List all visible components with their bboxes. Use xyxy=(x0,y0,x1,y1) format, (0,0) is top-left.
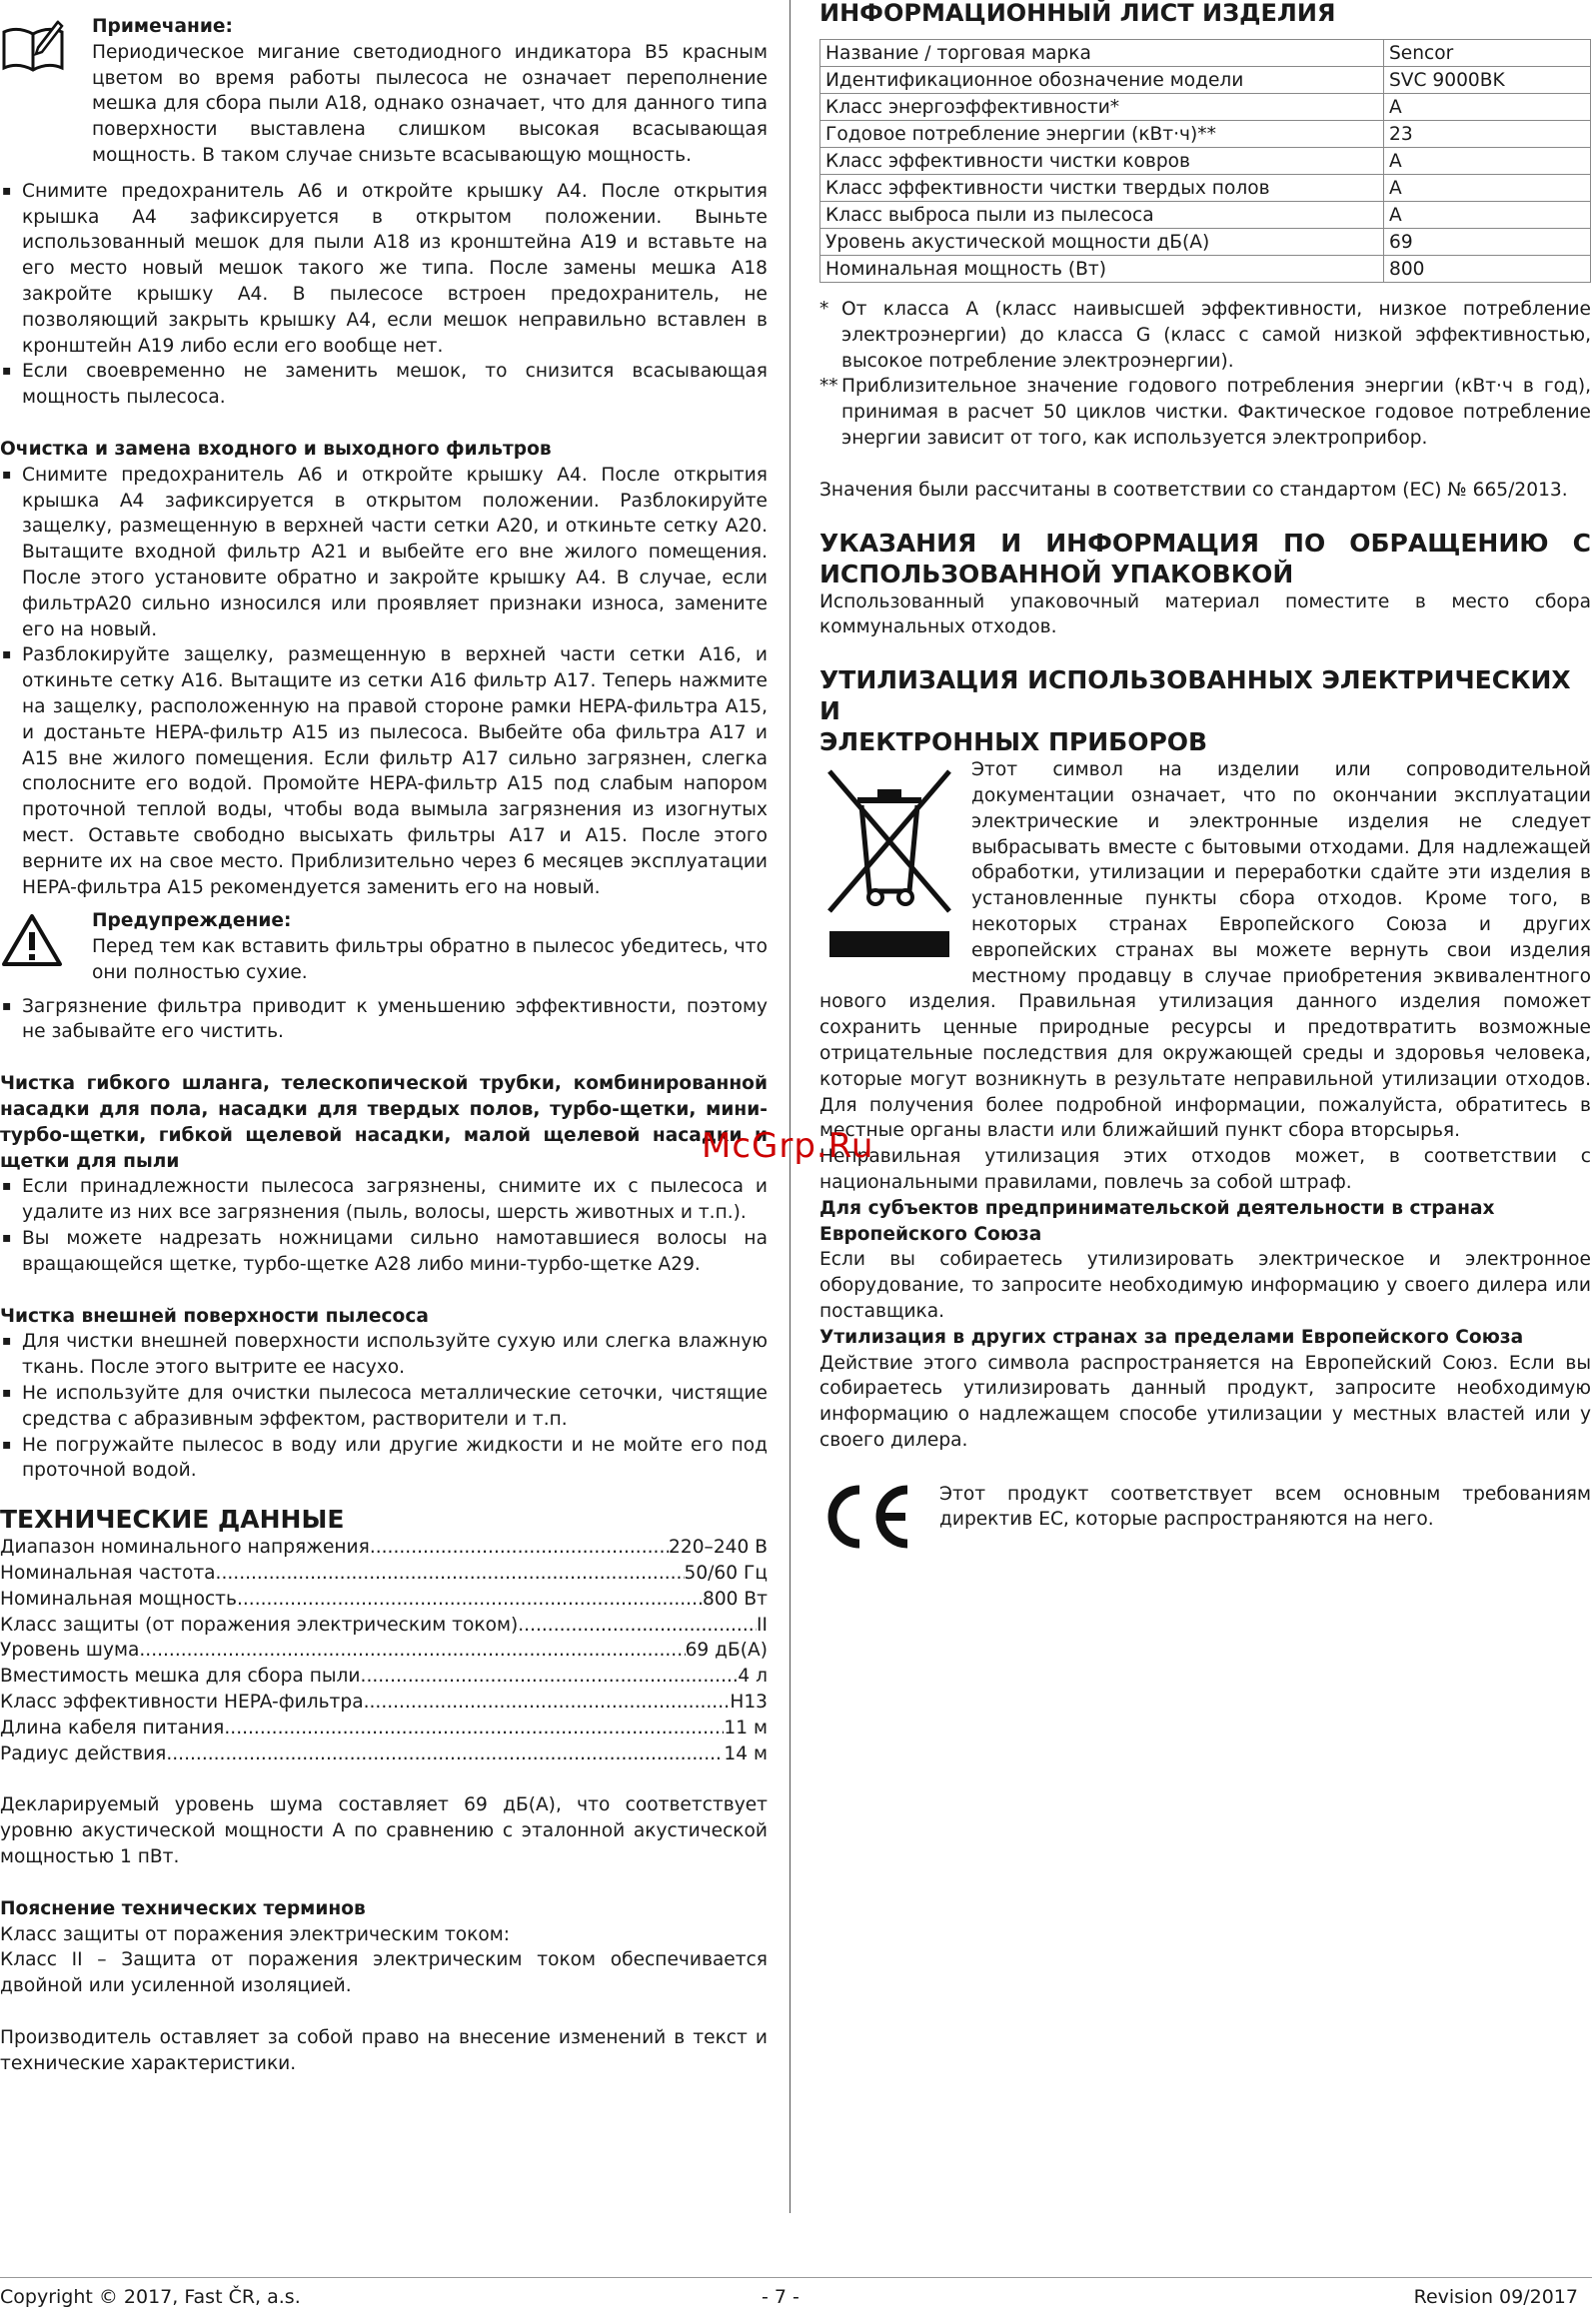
table-cell-label: Класс выброса пыли из пылесоса xyxy=(820,202,1384,229)
table-row xyxy=(820,121,1591,148)
table-cell-label: Класс энергоэффективности* xyxy=(820,94,1384,121)
terms-heading: Пояснение технических терминов xyxy=(0,1897,366,1919)
footnote xyxy=(819,374,1591,451)
surface-heading: Чистка внешней поверхности пылесоса xyxy=(0,1305,429,1327)
tech-heading: ТЕХНИЧЕСКИЕ ДАННЫЕ xyxy=(0,1505,345,1535)
list-item: ▪ Не погружайте пылесос в воду или другие жидкости и не мойте его под проточной водой. xyxy=(0,1433,768,1485)
list-item: ▪ Снимите предохранитель A6 и откройте крышку A4. После открытия крышка A4 зафиксируется в открытом положении. Выньте использованный мешок для пыли A18 из кронштейна A19 и вставьте на его место новый мешок такого же типа. После замены мешка A18 закройте крышку A4. В пылесосе встроен предохранитель, не позволяющий закрыть крышку A4, если мешок неправильно вставлен в кронштейн A19 либо если его вообще нет. xyxy=(0,179,768,360)
footer-revision: Revision 09/2017 xyxy=(1413,2286,1578,2308)
list-item: ▪ Если своевременно не заменить мешок, то снизится всасывающая мощность пылесоса. xyxy=(0,359,768,411)
eu-heading: Для субъектов предпринимательской деятельности в странах Европейского Союза xyxy=(819,1197,1495,1245)
weee-section xyxy=(819,757,1591,1144)
left-column xyxy=(0,0,768,2077)
list-item: ▪ Загрязнение фильтра приводит к уменьшению эффективности, поэтому не забывайте его чистить. xyxy=(0,994,768,1046)
leader-dots xyxy=(237,1587,703,1613)
list-item: ▪ Вы можете надрезать ножницами сильно намотавшиеся волосы на вращающейся щетке, турбо-щетке A28 либо мини-турбо-щетке A29. xyxy=(0,1226,768,1278)
list-item: ▪ Для чистки внешней поверхности используйте сухую или слегка влажную ткань. После этого вытрите ее насухо. xyxy=(0,1329,768,1381)
tech-value: II xyxy=(757,1614,768,1636)
tech-label: Длина кабеля питания xyxy=(0,1717,225,1739)
watermark: McGrp.Ru xyxy=(702,1126,874,1166)
table-row xyxy=(820,202,1591,229)
table-row xyxy=(820,148,1591,175)
column-divider xyxy=(790,0,791,2213)
list-item: ▪ Снимите предохранитель A6 и откройте крышку A4. После открытия крышка A4 зафиксируется в открытом положении. Разблокируйте защелку, размещенную в верхней части сетки A20, и откиньте сетку A20. Вытащите входной фильтр A21 и выбейте его вне жилого помещения. После этого установите обратно и закройте крышку A4. В случае, если фильтрA20 сильно износился или проявляет признаки износа, замените его на новый. xyxy=(0,463,768,643)
table-cell-value: A xyxy=(1384,175,1591,202)
tech-value: 800 Вт xyxy=(703,1588,768,1610)
table-cell-value: 69 xyxy=(1384,229,1591,256)
list-item: ▪ Если принадлежности пылесоса загрязнены, снимите их с пылесоса и удалите из них все загрязнения (пыль, волосы, шерсть животных и т.п.). xyxy=(0,1174,768,1226)
list-item: ▪ Разблокируйте защелку, размещенную в верхней части сетки A16, и откиньте сетку A16. Вытащите из сетки A16 фильтр A17. Теперь нажмите на защелку, расположенную на правой стороне рамки HEPA-фильтра A15, и достаньте HEPA-фильтр A15 из пылесоса. Выбейте оба фильтра A17 и A15 вне жилого помещения. Если фильтр A17 сильно загрязнен, слегка сполосните его водой. Промойте HEPA-фильтр A15 под слабым напором проточной теплой воды, чтобы вода вымыла загрязнения из изогнутых мест. Оставьте свободно высыхать фильтры A17 и A15. После этого верните их на свое место. Приблизительно через 6 месяцев эксплуатации HEPA-фильтра A15 рекомендуется заменить его на новый. xyxy=(0,642,768,900)
info-table xyxy=(819,39,1591,283)
table-cell-label: Название / торговая марка xyxy=(820,40,1384,67)
table-cell-value: A xyxy=(1384,94,1591,121)
tech-label: Класс эффективности HEPA-фильтра xyxy=(0,1692,364,1714)
table-cell-value: Sencor xyxy=(1384,40,1591,67)
weee-fine-text: Неправильная утилизация этих отходов может, в соответствии с национальными правилами, повлечь за собой штраф. xyxy=(819,1146,1591,1193)
page-number: - 7 - xyxy=(762,2286,799,2308)
manufacturer-text: Производитель оставляет за собой право на внесение изменений в текст и технические характеристики. xyxy=(0,2026,768,2074)
packaging-heading-line: ИСПОЛЬЗОВАННОЙ УПАКОВКОЙ xyxy=(819,559,1294,588)
table-cell-value: 23 xyxy=(1384,121,1591,148)
leader-dots xyxy=(370,1535,669,1561)
eu-text: Если вы собираетесь утилизировать электрическое и электронное оборудование, то запросите необходимую информацию у своего дилера или поставщика. xyxy=(819,1249,1591,1322)
right-column xyxy=(819,0,1591,1552)
filters-heading: Очистка и замена входного и выходного фильтров xyxy=(0,438,552,460)
tech-row xyxy=(0,1664,768,1690)
footer-copyright: Copyright © 2017, Fast ČR, a.s. xyxy=(0,2286,301,2308)
leader-dots xyxy=(224,1716,724,1742)
leader-dots xyxy=(139,1638,685,1664)
table-cell-value: A xyxy=(1384,148,1591,175)
weee-heading-line: УТИЛИЗАЦИЯ ИСПОЛЬЗОВАННЫХ ЭЛЕКТРИЧЕСКИХ И xyxy=(819,665,1571,726)
non-eu-text: Действие этого символа распространяется на Европейский Союз. Если вы собираетесь утилизировать данный продукт, запросите необходимую информацию о надлежащем способе утилизации у местных властей или у своего дилера. xyxy=(819,1352,1591,1451)
footnote-text: От класса A (класс наивысшей эффективности, низкое потребление электроэнергии) до класса G (класс с самой низкой эффективностью, высокое потребление электроэнергии). xyxy=(841,299,1591,372)
info-heading: ИНФОРМАЦИОННЫЙ ЛИСТ ИЗДЕЛИЯ xyxy=(819,0,1336,27)
weee-heading-line: ЭЛЕКТРОННЫХ ПРИБОРОВ xyxy=(819,727,1208,757)
note-title: Примечание: xyxy=(92,16,233,37)
tech-row xyxy=(0,1535,768,1561)
table-row xyxy=(820,256,1591,283)
tech-row xyxy=(0,1742,768,1767)
tech-row xyxy=(0,1690,768,1716)
tech-row xyxy=(0,1587,768,1613)
table-row xyxy=(820,40,1591,67)
terms-line: Класс защиты от поражения электрическим током: xyxy=(0,1923,510,1945)
table-cell-value: A xyxy=(1384,202,1591,229)
tech-label: Вместимость мешка для сбора пыли xyxy=(0,1666,361,1688)
noise-text: Декларируемый уровень шума составляет 69 дБ(A), что соответствует уровню акустической мощности A по сравнению с эталонной акустической мощностью 1 пВт. xyxy=(0,1794,768,1867)
tech-value: 50/60 Гц xyxy=(684,1563,768,1585)
table-row xyxy=(820,94,1591,121)
table-row xyxy=(820,67,1591,94)
warning-text: Перед тем как вставить фильтры обратно в пылесос убедитесь, что они полностью сухие. xyxy=(92,936,768,983)
table-cell-value: 800 xyxy=(1384,256,1591,283)
hose-heading: Чистка гибкого шланга, телескопической трубки, комбинированной насадки для пола, насадки для твердых полов, турбо-щетки, мини-турбо-щетки, гибкой щелевой насадки, малой щелевой насадки и щетки для пыли xyxy=(0,1073,768,1172)
tech-row xyxy=(0,1613,768,1639)
footnote-mark: * xyxy=(819,299,829,320)
leader-dots xyxy=(518,1613,757,1639)
table-cell-label: Номинальная мощность (Вт) xyxy=(820,256,1384,283)
tech-value: 11 м xyxy=(724,1717,768,1739)
ce-mark-icon xyxy=(819,1482,919,1552)
tech-table xyxy=(0,1535,768,1766)
open-book-icon xyxy=(0,18,66,74)
tech-label: Класс защиты (от поражения электрическим током) xyxy=(0,1614,519,1636)
tech-row xyxy=(0,1716,768,1742)
tech-row xyxy=(0,1638,768,1664)
warning-title: Предупреждение: xyxy=(92,910,292,932)
tech-row xyxy=(0,1561,768,1587)
footnote xyxy=(819,297,1591,374)
crossed-bin-icon xyxy=(819,761,959,961)
ce-section xyxy=(819,1482,1591,1552)
table-cell-label: Годовое потребление энергии (кВт·ч)** xyxy=(820,121,1384,148)
tech-label: Номинальная мощность xyxy=(0,1588,237,1610)
table-cell-label: Класс эффективности чистки ковров xyxy=(820,148,1384,175)
leader-dots xyxy=(166,1742,724,1767)
tech-value: 69 дБ(A) xyxy=(685,1640,768,1662)
footnote-text: Приблизительное значение годового потребления энергии (кВт·ч в год), принимая в расчет 50 циклов чистки. Фактическое годовое потребление энергии зависит от того, как используется электроприбор. xyxy=(841,376,1591,449)
footnote-mark: ** xyxy=(819,376,838,398)
tech-label: Радиус действия xyxy=(0,1743,167,1764)
tech-label: Номинальная частота xyxy=(0,1563,216,1585)
table-row xyxy=(820,229,1591,256)
packaging-text: Использованный упаковочный материал поместите в место сбора коммунальных отходов. xyxy=(819,590,1591,638)
tech-label: Диапазон номинального напряжения xyxy=(0,1537,370,1559)
table-cell-label: Класс эффективности чистки твердых полов xyxy=(820,175,1384,202)
list-item: ▪ Не используйте для очистки пылесоса металлические сеточки, чистящие средства с абразивным эффектом, растворители и т.п. xyxy=(0,1381,768,1433)
table-cell-label: Идентификационное обозначение модели xyxy=(820,67,1384,94)
tech-label: Уровень шума xyxy=(0,1640,140,1662)
packaging-heading-line: УКАЗАНИЯ И ИНФОРМАЦИЯ ПО ОБРАЩЕНИЮ С xyxy=(819,528,1591,558)
ce-text: Этот продукт соответствует всем основным требованиям директив ЕС, которые распространяются на него. xyxy=(939,1483,1591,1531)
leader-dots xyxy=(361,1664,739,1690)
terms-line: Класс II – Защита от поражения электрическим током обеспечивается двойной или усиленной изоляцией. xyxy=(0,1949,768,1997)
warning-triangle-icon xyxy=(0,912,64,968)
warning-block xyxy=(0,908,768,985)
tech-value: 220–240 В xyxy=(669,1537,768,1559)
table-row xyxy=(820,175,1591,202)
footer-rule xyxy=(0,2277,1592,2278)
leader-dots xyxy=(364,1690,731,1716)
table-cell-label: Уровень акустической мощности дБ(A) xyxy=(820,229,1384,256)
tech-value: H13 xyxy=(730,1692,768,1714)
table-cell-value: SVC 9000BK xyxy=(1384,67,1591,94)
standard-text: Значения были рассчитаны в соответствии со стандартом (ЕС) № 665/2013. xyxy=(819,479,1568,501)
tech-value: 14 м xyxy=(724,1743,768,1764)
note-block xyxy=(0,14,768,169)
leader-dots xyxy=(216,1561,685,1587)
note-text: Периодическое мигание светодиодного индикатора B5 красным цветом во время работы пылесоса не означает переполнение мешка для сбора пыли A18, однако означает, что для данного типа поверхности выставлена слишком высокая всасывающая мощность. В таком случае снизьте всасывающую мощность. xyxy=(92,41,768,166)
non-eu-heading: Утилизация в других странах за пределами Европейского Союза xyxy=(819,1326,1524,1348)
tech-value: 4 л xyxy=(738,1666,768,1688)
weee-text: Этот символ на изделии или сопроводительной документации означает, что по окончании эксплуатации электрические и электронные изделия не следует выбрасывать вместе с бытовыми отходами. Для надлежащей обработки, утилизации и переработки сдайте эти изделия в установленные пункты сбора отходов. Кроме того, в некоторых странах Европейского Союза и других европейских странах вы можете вернуть свои изделия местному продавцу в случае приобретения эквивалентного нового изделия. Правильная утилизация данного изделия поможет сохранить ценные природные ресурсы и предотвратить возможные отрицательные последствия для окружающей среды и здоровья человека, которые могут возникнуть в результате неправильной утилизации отходов. Для получения более подробной информации, пожалуйста, обратитесь в местные органы власти или ближайший пункт сбора вторсырья. xyxy=(819,759,1591,1142)
